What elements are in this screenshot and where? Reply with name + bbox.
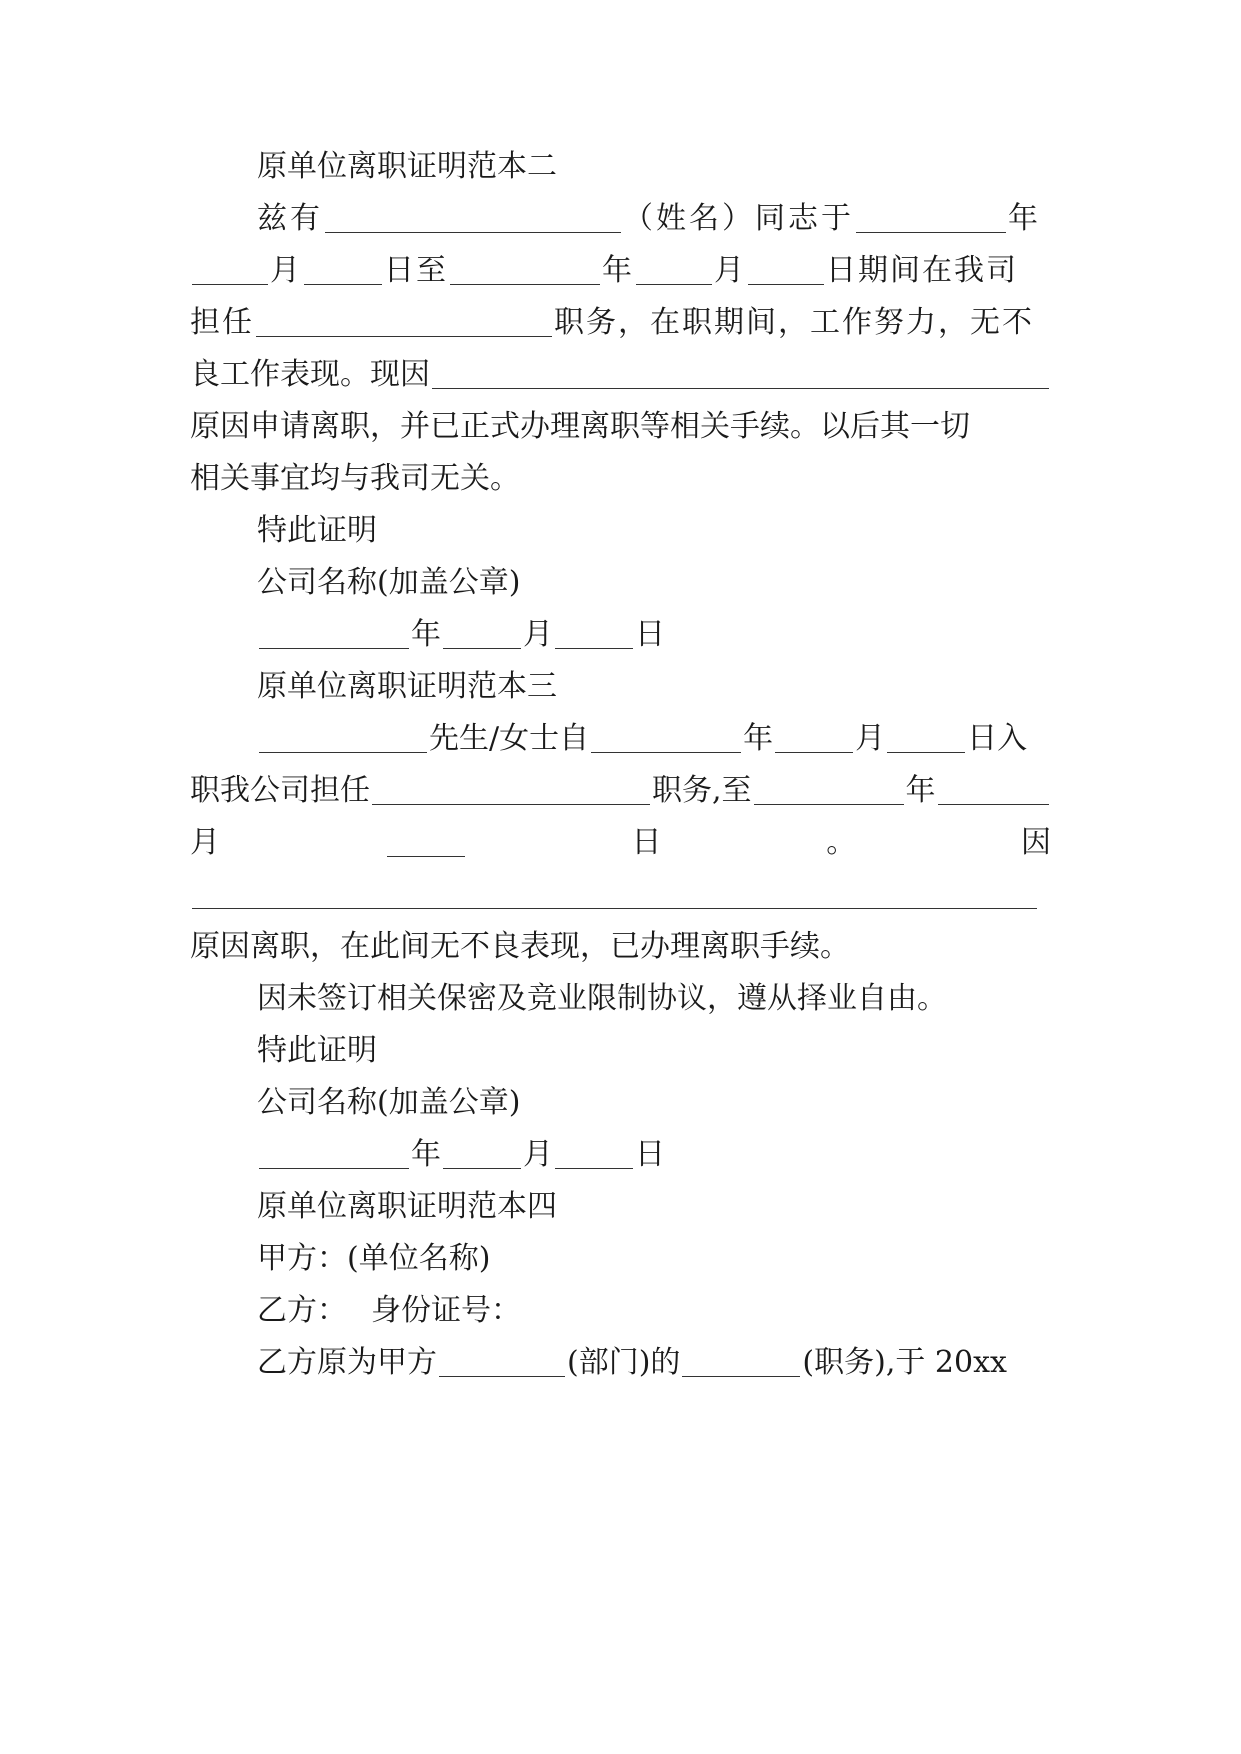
day-blank bbox=[387, 830, 465, 857]
year-blank bbox=[259, 622, 409, 649]
sample3-certify bbox=[257, 1031, 1051, 1071]
text: 日入 bbox=[967, 721, 1028, 756]
sample3-line-1 bbox=[257, 719, 1051, 759]
text: 特此证明 bbox=[257, 1033, 377, 1068]
text: (职务),于 20xx bbox=[802, 1345, 1007, 1380]
name-blank bbox=[259, 726, 427, 753]
sample3-paragraph-2 bbox=[257, 979, 1051, 1019]
text: 年 bbox=[743, 721, 774, 756]
text: 因 bbox=[1021, 825, 1051, 860]
text: 年 bbox=[1008, 201, 1041, 236]
month-blank bbox=[938, 778, 1049, 805]
position-blank bbox=[682, 1350, 800, 1377]
year-blank bbox=[856, 206, 1006, 233]
sample2-line-6 bbox=[190, 459, 1051, 499]
sample2-line-3 bbox=[190, 303, 1051, 343]
sample3-line-2 bbox=[190, 771, 1051, 811]
text: 日至 bbox=[384, 253, 448, 288]
position-blank bbox=[372, 778, 650, 805]
month-blank bbox=[775, 726, 853, 753]
day-blank bbox=[748, 258, 824, 285]
sample2-title bbox=[257, 147, 1051, 187]
month-blank bbox=[636, 258, 712, 285]
text: 年 bbox=[411, 617, 441, 652]
text: 公司名称(加盖公章) bbox=[257, 1085, 521, 1120]
year-blank bbox=[754, 778, 904, 805]
text: 乙方： bbox=[257, 1293, 347, 1328]
text: 甲方：(单位名称) bbox=[257, 1241, 491, 1276]
text: 月 bbox=[190, 825, 220, 860]
sample3-line-4 bbox=[190, 927, 1051, 967]
month-blank bbox=[443, 1142, 521, 1169]
day-blank bbox=[555, 622, 633, 649]
text: （姓名）同志于 bbox=[623, 201, 854, 236]
sample3-company bbox=[257, 1083, 1051, 1123]
sample2-certify bbox=[257, 511, 1051, 551]
text: 日 bbox=[635, 1137, 665, 1172]
sample2-line-2 bbox=[190, 251, 1051, 291]
month-blank bbox=[192, 258, 268, 285]
month-blank bbox=[443, 622, 521, 649]
text: 相关事宜均与我司无关。 bbox=[190, 461, 520, 496]
sample3-date bbox=[257, 1135, 1051, 1175]
department-blank bbox=[439, 1350, 565, 1377]
sample3-title-text: 原单位离职证明范本三 bbox=[257, 669, 557, 704]
text: 年 bbox=[905, 773, 936, 808]
year-blank bbox=[450, 258, 600, 285]
name-blank bbox=[325, 206, 621, 233]
text: 原因离职，在此间无不良表现，已办理离职手续。 bbox=[190, 929, 850, 964]
text: 月 bbox=[855, 721, 886, 756]
text: 先生/女士自 bbox=[429, 721, 590, 756]
text: 特此证明 bbox=[257, 513, 377, 548]
text: 日期间在我司 bbox=[826, 253, 1018, 288]
text: 年 bbox=[602, 253, 634, 288]
sample2-date bbox=[257, 615, 1051, 655]
text: 职务,至 bbox=[652, 773, 752, 808]
sample3-reason-line bbox=[190, 875, 1051, 915]
reason-blank bbox=[192, 882, 1037, 909]
sample2-line-4 bbox=[190, 355, 1051, 395]
sample4-title bbox=[257, 1187, 1051, 1227]
text: 因未签订相关保密及竞业限制协议，遵从择业自由。 bbox=[257, 981, 947, 1016]
text: 月 bbox=[714, 253, 746, 288]
text: 年 bbox=[411, 1137, 441, 1172]
text: 职务，在职期间，工作努力，无不 bbox=[554, 305, 1034, 340]
year-blank bbox=[591, 726, 741, 753]
sample4-line-1 bbox=[257, 1343, 1051, 1383]
sample2-line-1 bbox=[257, 199, 1051, 239]
day-blank bbox=[887, 726, 965, 753]
reason-blank bbox=[432, 362, 1049, 389]
sample2-company bbox=[257, 563, 1051, 603]
text: 月 bbox=[523, 1137, 553, 1172]
sample4-party-a bbox=[257, 1239, 1051, 1279]
text: 身份证号： bbox=[371, 1293, 521, 1328]
text: 良工作表现。现因 bbox=[190, 357, 430, 392]
text: 乙方原为甲方 bbox=[257, 1345, 437, 1380]
text: 月 bbox=[270, 253, 302, 288]
sample2-line-5 bbox=[190, 407, 1051, 447]
text: (部门)的 bbox=[567, 1345, 681, 1380]
day-blank bbox=[555, 1142, 633, 1169]
year-blank bbox=[259, 1142, 409, 1169]
text: 兹有 bbox=[257, 201, 323, 236]
sample4-title-text: 原单位离职证明范本四 bbox=[257, 1189, 557, 1224]
position-blank bbox=[256, 310, 552, 337]
day-blank bbox=[304, 258, 382, 285]
text: 日 bbox=[635, 617, 665, 652]
sample2-title-text: 原单位离职证明范本二 bbox=[257, 149, 557, 184]
sample3-line-3 bbox=[190, 823, 1051, 863]
text: 日 bbox=[631, 825, 662, 860]
text: 公司名称(加盖公章) bbox=[257, 565, 521, 600]
text: 原因申请离职，并已正式办理离职等相关手续。以后其一切 bbox=[190, 409, 970, 444]
text: 。 bbox=[826, 825, 857, 860]
text: 担任 bbox=[190, 305, 254, 340]
text: 月 bbox=[523, 617, 553, 652]
text: 职我公司担任 bbox=[190, 773, 370, 808]
sample4-party-b bbox=[257, 1291, 1051, 1331]
sample3-title bbox=[257, 667, 1051, 707]
